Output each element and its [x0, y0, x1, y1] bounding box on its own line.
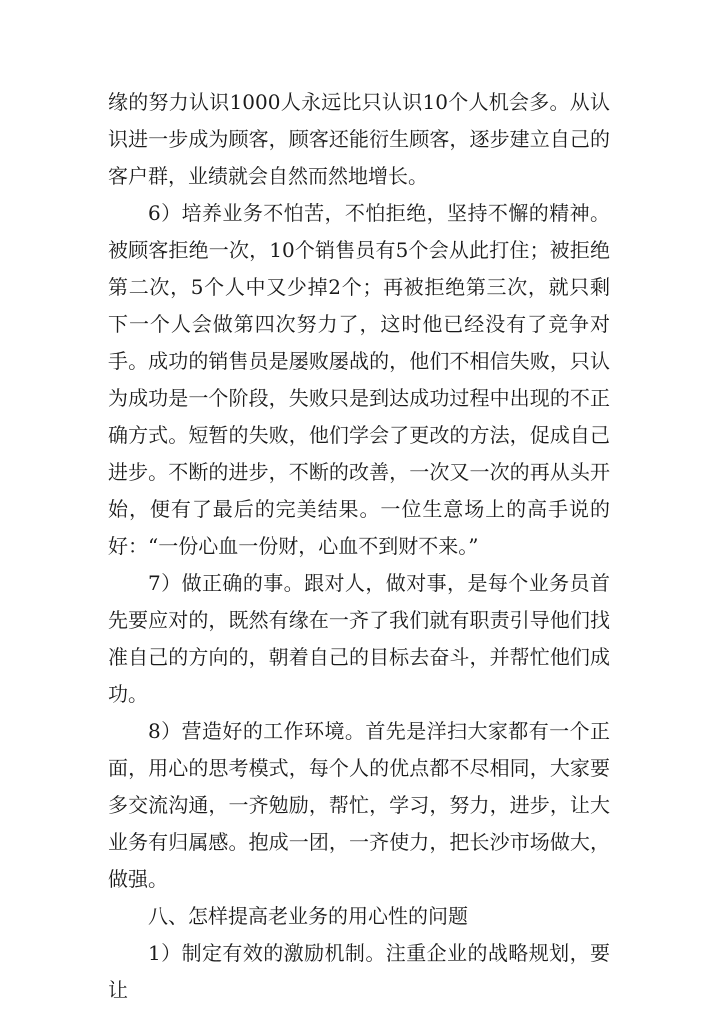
document-page [108, 84, 610, 1009]
paragraph-item-7: 7）做正确的事。跟对人，做对事，是每个业务员首先要应对的，既然有缘在一齐了我们就有职责引导他们找准自己的方向的，朝着自己的目标去奋斗，并帮忙他们成功。 [108, 571, 610, 706]
paragraph-intro-continuation: 缘的努力认识1000人永远比只认识10个人机会多。从认识进一步成为顾客，顾客还能衍生顾客，逐步建立自己的客户群，业绩就会自然而然地增长。 [108, 90, 610, 188]
paragraph-item-6: 6）培养业务不怕苦，不怕拒绝，坚持不懈的精神。被顾客拒绝一次，10个销售员有5个会从此打住；被拒绝第二次，5个人中又少掉2个；再被拒绝第三次，就只剩下一个人会做第四次努力了，这时他已经没有了竞争对手。成功的销售员是屡败屡战的，他们不相信失败，只认为成功是一个阶段，失败只是到达成功过程中出现的不正确方式。短暂的失败，他们学会了更改的方法，促成自己进步。不断的进步，不断的改善，一次又一次的再从头开始，便有了最后的完美结果。一位生意场上的高手说的好：“一份心血一份财，心血不到财不来。” [108, 201, 610, 558]
section-heading-8: 八、怎样提高老业务的用心性的问题 [148, 904, 468, 928]
paragraph-item-8: 8）营造好的工作环境。首先是洋扫大家都有一个正面，用心的思考模式，每个人的优点都不尽相同，大家要多交流沟通，一齐勉励，帮忙，学习，努力，进步，让大业务有归属感。抱成一团，一齐使力，把长沙市场做大，做强。 [108, 719, 610, 891]
paragraph-item-1: 1）制定有效的激励机制。注重企业的战略规划，要让 [108, 941, 610, 1002]
